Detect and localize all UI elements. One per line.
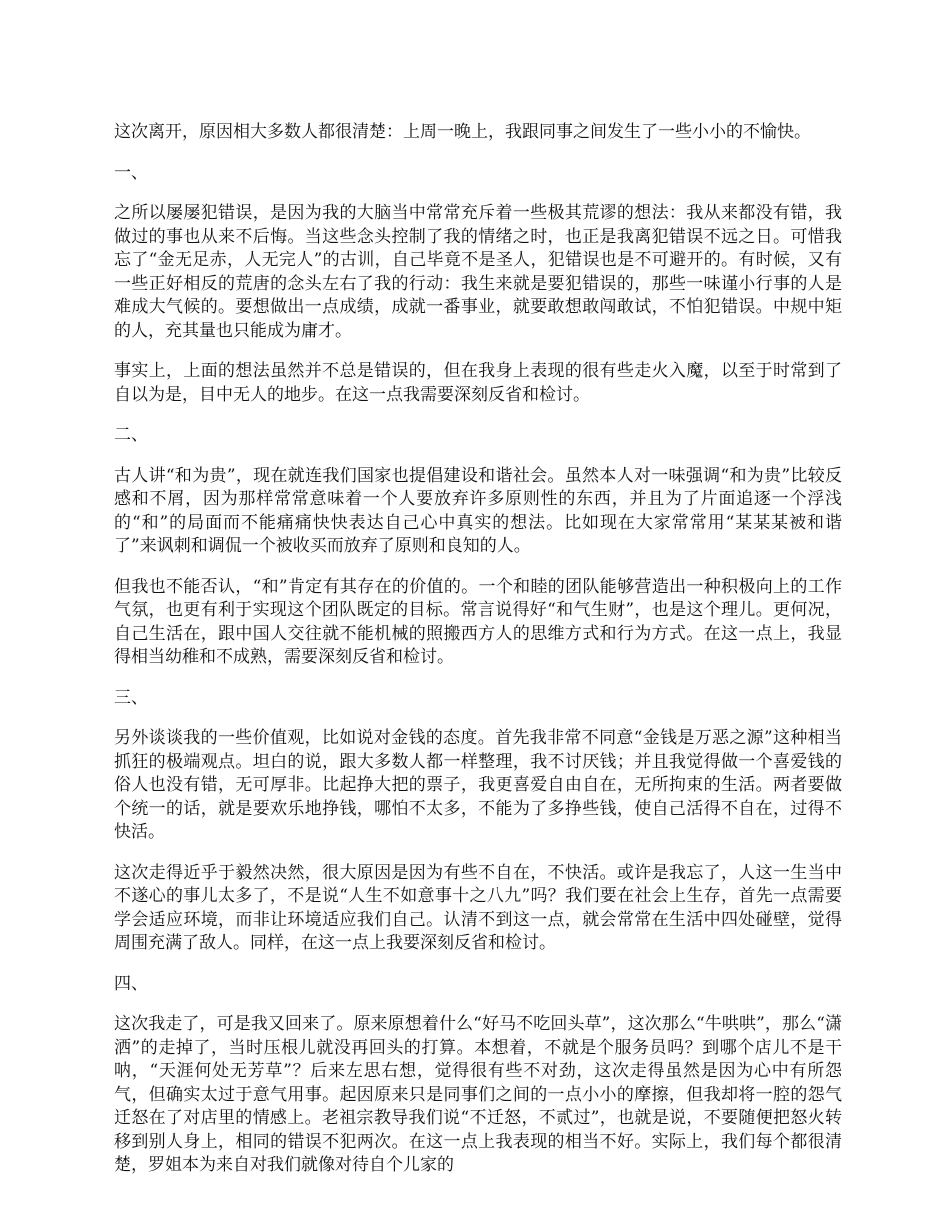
paragraph-section-1-a: 之所以屡屡犯错误，是因为我的大脑当中常常充斥着一些极其荒谬的想法：我从来都没有错，我做过的事也从来不后悔。当这些念头控制了我的情绪之时，也正是我离犯错误不远之日。可惜我忘了“金无足赤，人无完人”的古训，自己毕竟不是圣人，犯错误也是不可避开的。有时候，又有一些正好相反的荒唐的念头左右了我的行动：我生来就是要犯错误的，那些一味谨小行事的人是难成大气候的。要想做出一点成绩，成就一番事业，就要敢想敢闯敢试，不怕犯错误。中规中矩的人，充其量也只能成为庸才。 bbox=[114, 203, 842, 341]
paragraph-section-3-a: 另外谈谈我的一些价值观，比如说对金钱的态度。首先我非常不同意“金钱是万恶之源”这种相当抓狂的极端观点。坦白的说，跟大多数人都一样整理，我不讨厌钱；并且我觉得做一个喜爱钱的俗人也没有错，无可厚非。比起挣大把的票子，我更喜爱自由自在，无所拘束的生活。两者要做个统一的话，就是要欢乐地挣钱，哪怕不太多，不能为了多挣些钱，使自己活得不自在，过得不快活。 bbox=[114, 728, 842, 842]
section-heading-2: 二、 bbox=[114, 425, 148, 445]
document-body bbox=[114, 121, 842, 1195]
section-heading-3: 三、 bbox=[114, 687, 148, 708]
paragraph-section-2-a: 古人讲“和为贵”，现在就连我们国家也提倡建设和谐社会。虽然本人对一味强调“和为贵”比较反感和不屑，因为那样常常意味着一个人要放弃许多原则性的东西，并且为了片面追逐一个浮浅的“和”的局面而不能痛痛快快表达自己心中真实的想法。比如现在大家常常用“某某某被和谐了”来讽刺和调侃一个被收买而放弃了原则和良知的人。 bbox=[114, 465, 842, 556]
paragraph-section-2-b: 但我也不能否认，“和”肯定有其存在的价值的。一个和睦的团队能够营造出一种积极向上的工作气氛，也更有利于实现这个团队既定的目标。常言说得好“和气生财”，也是这个理儿。更何况，自己生活在，跟中国人交往就不能机械的照搬西方人的思维方式和行为方式。在这一点上，我显得相当幼稚和不成熟，需要深刻反省和检讨。 bbox=[114, 576, 842, 667]
paragraph-section-3-b: 这次走得近乎于毅然决然，很大原因是因为有些不自在，不快活。或许是我忘了，人这一生当中不遂心的事儿太多了，不是说“人生不如意事十之八九”吗？我们要在社会上生存，首先一点需要学会适应环境，而非让环境适应我们自己。认清不到这一点，就会常常在生活中四处碰壁，觉得周围充满了敌人。同样，在这一点上我要深刻反省和检讨。 bbox=[114, 862, 842, 953]
section-heading-1: 一、 bbox=[114, 162, 148, 183]
paragraph-section-4-a: 这次我走了，可是我又回来了。原来原想着什么“好马不吃回头草”，这次那么“牛哄哄”，那么“潇洒”的走掉了，当时压根儿就没再回头的打算。本想着，不就是个服务员吗？到哪个店儿不是干呐，“天涯何处无芳草”？后来左思右想，觉得很有些不对劲，这次走得虽然是因为心中有所怨气，但确实太过于意气用事。起因原来只是同事们之间的一点小小的摩擦，但我却将一腔的怨气迁怒在了对店里的情感上。老祖宗教导我们说“不迁怒，不贰过”，也就是说，不要随便把怒火转移到别人身上，相同的错误不犯两次。在这一点上我表现的相当不好。实际上，我们每个都很清楚，罗姐本为来自对我们就像对待自个儿家的 bbox=[114, 1014, 842, 1175]
paragraph-intro: 这次离开，原因相大多数人都很清楚：上周一晚上，我跟同事之间发生了一些小小的不愉快。 bbox=[114, 122, 811, 142]
paragraph-section-1-b: 事实上，上面的想法虽然并不总是错误的，但在我身上表现的很有些走火入魔，以至于时常到了自以为是，目中无人的地步。在这一点我需要深刻反省和检讨。 bbox=[114, 361, 842, 405]
section-heading-4: 四、 bbox=[114, 973, 148, 994]
